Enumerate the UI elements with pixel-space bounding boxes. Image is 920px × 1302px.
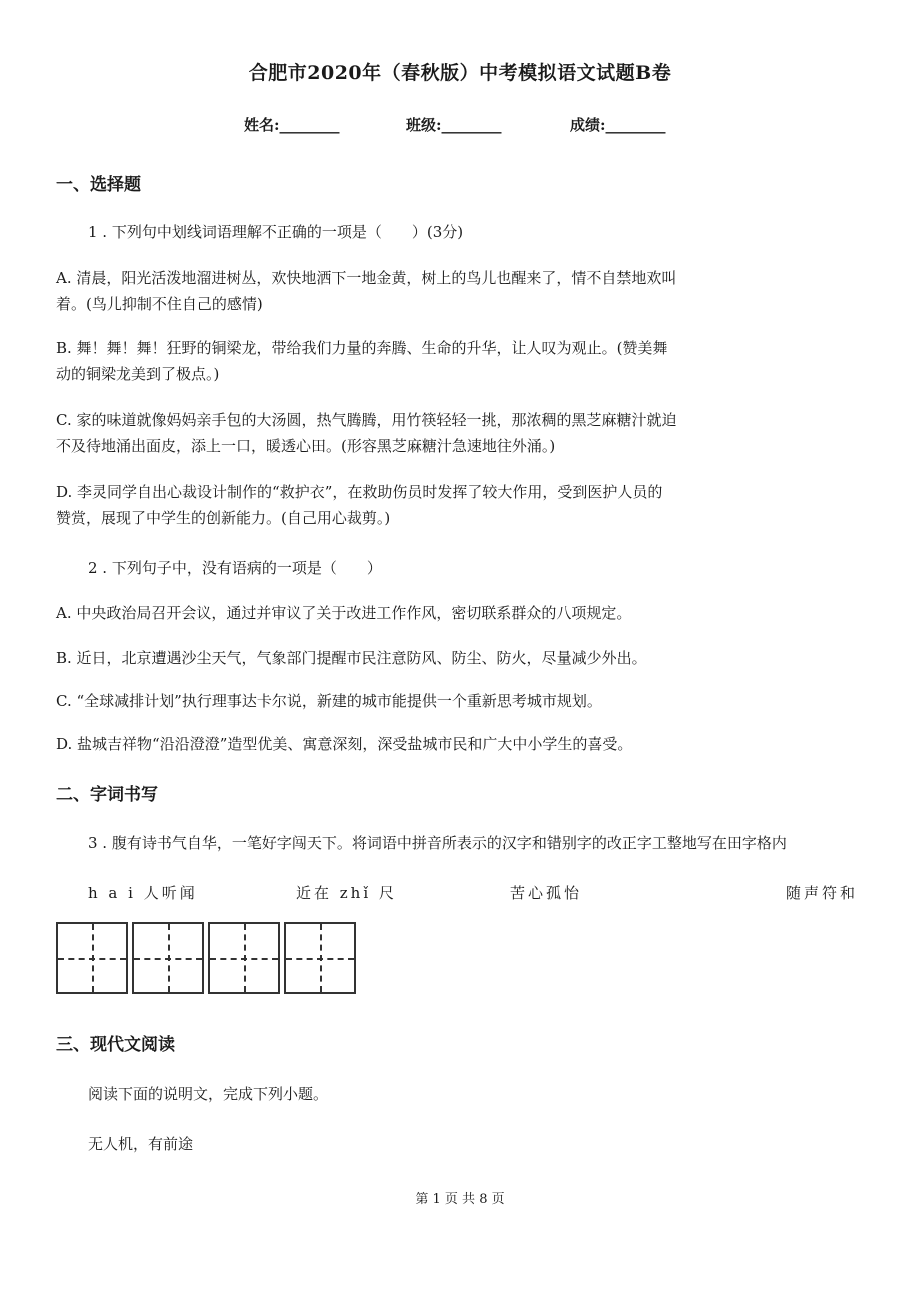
question-2-stem: 2 . 下列句子中，没有语病的一项是（ ） — [88, 559, 382, 577]
q1-option-d-line2: 赞赏，展现了中学生的创新能力。(自己用心裁剪。) — [56, 509, 391, 527]
section-heading-reading: 三、现代文阅读 — [56, 1035, 175, 1055]
q1-option-a[interactable] — [56, 265, 676, 317]
q2-option-d[interactable]: D. 盐城吉祥物“沿沿澄澄”造型优美、寓意深刻，深受盐城市民和广大中小学生的喜受。 — [56, 735, 633, 753]
q1-option-b-line2: 动的铜梁龙美到了极点。) — [56, 365, 220, 383]
question-3-stem: 3 . 腹有诗书气自华，一笔好字闯天下。将词语中拼音所表示的汉字和错别字的改正字工整地写在田字格内 — [88, 834, 787, 852]
q1-option-b-line1: B. 舞！舞！舞！狂野的铜梁龙，带给我们力量的奔腾、生命的升华，让人叹为观止。(赞美舞 — [56, 339, 668, 357]
name-field[interactable]: 姓名:________ — [244, 116, 340, 134]
tianzige-cell[interactable] — [132, 922, 204, 994]
q2-option-a[interactable]: A. 中央政治局召开会议，通过并审议了关于改进工作作风，密切联系群众的八项规定。 — [56, 604, 632, 622]
q3-word-4: 随声符和 — [786, 884, 859, 902]
q1-option-d[interactable] — [56, 479, 662, 531]
question-1-stem: 1 . 下列句中划线词语理解不正确的一项是（ ）(3分) — [88, 223, 464, 241]
score-field[interactable]: 成绩:________ — [570, 116, 666, 134]
tianzige-grid — [56, 922, 360, 994]
q2-option-c[interactable]: C. “全球减排计划”执行理事达卡尔说，新建的城市能提供一个重新思考城市规划。 — [56, 692, 602, 710]
tianzige-cell[interactable] — [56, 922, 128, 994]
q3-word-2: 近在 zhǐ 尺 — [296, 884, 397, 902]
q3-word-1: h a i 人听闻 — [88, 884, 198, 902]
q2-option-b[interactable]: B. 近日，北京遭遇沙尘天气，气象部门提醒市民注意防风、防尘、防火，尽量减少外出。 — [56, 649, 647, 667]
section-heading-writing: 二、字词书写 — [56, 785, 158, 805]
section-heading-choice: 一、选择题 — [56, 175, 141, 195]
q1-option-c-line1: C. 家的味道就像妈妈亲手包的大汤圆，热气腾腾，用竹筷轻轻一挑，那浓稠的黑芝麻糖汁就迫 — [56, 411, 677, 429]
q1-option-c-line2: 不及待地涌出面皮，添上一口，暖透心田。(形容黑芝麻糖汁急速地往外涌。) — [56, 437, 556, 455]
tianzige-cell[interactable] — [284, 922, 356, 994]
q1-option-a-line2: 着。(鸟儿抑制不住自己的感情) — [56, 295, 263, 313]
q1-option-b[interactable] — [56, 335, 667, 387]
q1-option-c[interactable] — [56, 407, 676, 459]
reading-intro: 阅读下面的说明文，完成下列小题。 — [88, 1085, 329, 1103]
page-footer: 第 1 页 共 8 页 — [415, 1192, 505, 1207]
page-title: 合肥市2020年（春秋版）中考模拟语文试题B卷 — [248, 62, 672, 84]
tianzige-cell[interactable] — [208, 922, 280, 994]
q3-word-3: 苦心孤怡 — [510, 884, 583, 902]
class-field[interactable]: 班级:________ — [406, 116, 502, 134]
q1-option-a-line1: A. 清晨，阳光活泼地溜进树丛，欢快地洒下一地金黄，树上的鸟儿也醒来了，情不自禁地欢叫 — [56, 269, 677, 287]
article-title: 无人机，有前途 — [88, 1135, 194, 1153]
q1-option-d-line1: D. 李灵同学自出心裁设计制作的“救护衣”，在救助伤员时发挥了较大作用，受到医护人员的 — [56, 483, 663, 501]
